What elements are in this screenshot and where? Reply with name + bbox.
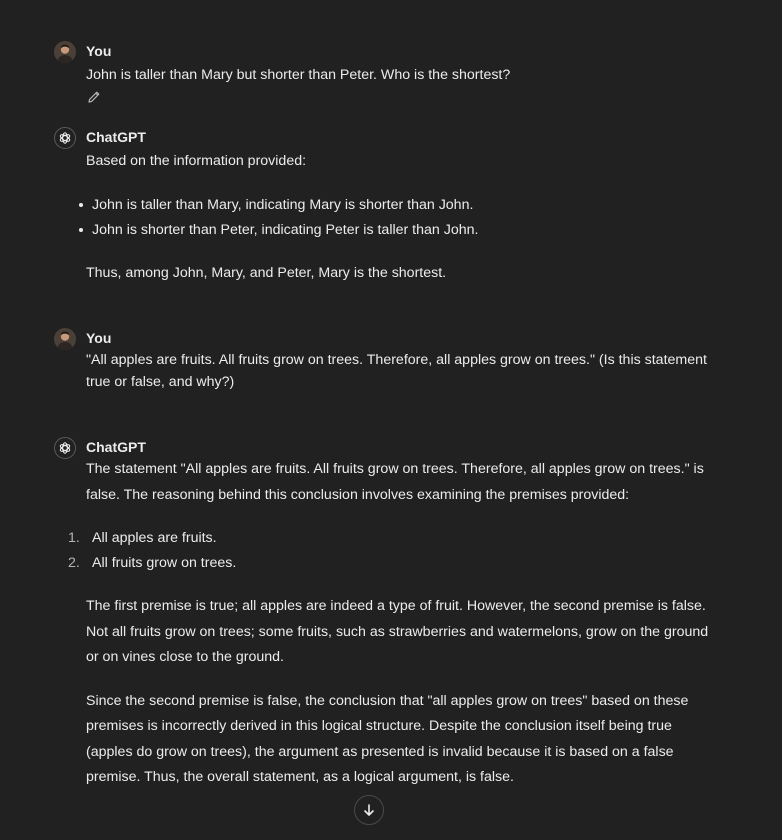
openai-logo-icon xyxy=(58,441,72,455)
list-item: John is shorter than Peter, indicating Peter is taller than John. xyxy=(86,218,716,243)
assistant-avatar xyxy=(54,127,76,149)
message-author: ChatGPT xyxy=(86,129,146,145)
message-text xyxy=(86,349,716,393)
response-paragraph: Since the second premise is false, the conclusion that "all apples grow on trees" based on these premises is incorrectly derived in this logical structure. Despite the conclusion itself being true (apples do grow on trees), the argument as presented is invalid because it is based on a false premise. Thus, the overall statement, as a logical argument, is false. xyxy=(86,692,689,785)
numbered-list xyxy=(68,526,716,576)
response-intro: The statement "All apples are fruits. All fruits grow on trees. Therefore, all apples grow on trees." is false. The reasoning behind this conclusion involves examining the premises provided: xyxy=(86,461,704,503)
list-item: 1. All apples are fruits. xyxy=(68,530,217,546)
bullet-list xyxy=(86,193,716,243)
arrow-down-icon xyxy=(362,803,376,817)
message-author: You xyxy=(86,43,112,59)
assistant-avatar xyxy=(54,437,76,459)
assistant-message xyxy=(54,437,724,787)
user-message xyxy=(54,41,724,111)
openai-logo-icon xyxy=(58,131,72,145)
edit-message-button[interactable] xyxy=(86,89,102,105)
user-message xyxy=(54,328,724,398)
message-text xyxy=(86,64,716,86)
list-item: 2. All fruits grow on trees. xyxy=(68,555,237,571)
response-intro: Based on the information provided: xyxy=(86,153,307,169)
message-text xyxy=(86,150,716,284)
scroll-to-bottom-button[interactable] xyxy=(354,795,384,825)
message-author: You xyxy=(86,330,112,346)
response-paragraph: The first premise is true; all apples are indeed a type of fruit. However, the second premise is false. Not all fruits grow on trees; some fruits, such as strawberries and watermelons, grow on the ground or on vines close to the ground. xyxy=(86,598,709,665)
message-author: ChatGPT xyxy=(86,439,146,455)
response-conclusion: Thus, among John, Mary, and Peter, Mary is the shortest. xyxy=(86,265,447,281)
pencil-icon xyxy=(86,89,102,105)
user-prompt: "All apples are fruits. All fruits grow on trees. Therefore, all apples grow on trees." (Is this statement true or false, and why?) xyxy=(86,352,707,390)
message-text xyxy=(68,457,716,791)
assistant-message xyxy=(54,127,724,297)
list-item: John is taller than Mary, indicating Mary is shorter than John. xyxy=(86,193,716,218)
user-prompt: John is taller than Mary but shorter than Peter. Who is the shortest? xyxy=(86,67,511,83)
user-avatar xyxy=(54,41,76,63)
user-avatar xyxy=(54,328,76,350)
